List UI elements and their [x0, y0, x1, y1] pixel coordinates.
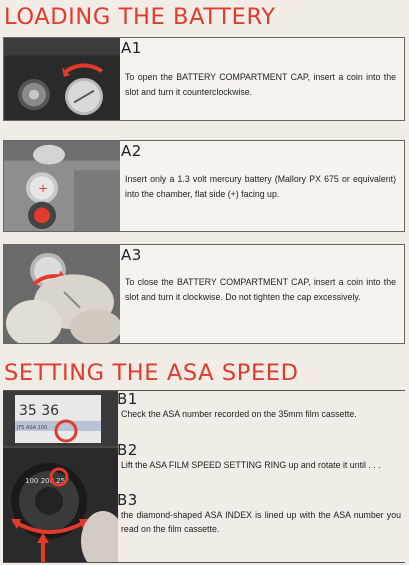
step-text: To close the BATTERY COMPARTMENT CAP, insert a coin into the slot and turn it clockwise. Do not tighten the cap excessively.: [125, 277, 396, 302]
section-title-asa: SETTING THE ASA SPEED: [4, 360, 299, 386]
svg-text:+: +: [38, 180, 49, 195]
step-label: A1: [121, 39, 142, 57]
step-a1: [3, 37, 405, 121]
step-text: To open the BATTERY COMPARTMENT CAP, insert a coin into the slot and turn it counterclockwise.: [125, 72, 396, 97]
photo-a3: [4, 245, 120, 343]
step-label-b2: B2: [117, 441, 138, 459]
step-a3: [3, 244, 405, 344]
step-label-b1: B1: [117, 390, 138, 408]
photo-a1: [4, 38, 120, 120]
cassette-number: 35 36: [19, 403, 60, 419]
photo-b: [3, 391, 118, 562]
cassette-brand: JFS ASA 100: [17, 425, 48, 431]
step-text-b3: the diamond-shaped ASA INDEX is lined up with the ASA number you read on the film cassette.: [121, 510, 401, 534]
step-text: Insert only a 1.3 volt mercury battery (Mallory PX 675 or equivalent) into the chamber, flat side (+) facing up.: [125, 174, 396, 199]
step-label: A2: [121, 142, 142, 160]
section-title-battery: LOADING THE BATTERY: [4, 4, 276, 30]
photo-a2: [4, 141, 120, 231]
step-label: A3: [121, 246, 142, 264]
step-a2: [3, 140, 405, 232]
divider: [3, 562, 405, 563]
step-label-b3: B3: [117, 491, 138, 509]
step-text-b1: Check the ASA number recorded on the 35mm film cassette.: [121, 409, 357, 419]
dial-values: 100 200 25: [25, 477, 66, 485]
step-text-b2: Lift the ASA FILM SPEED SETTING RING up and rotate it until . . .: [121, 460, 381, 470]
